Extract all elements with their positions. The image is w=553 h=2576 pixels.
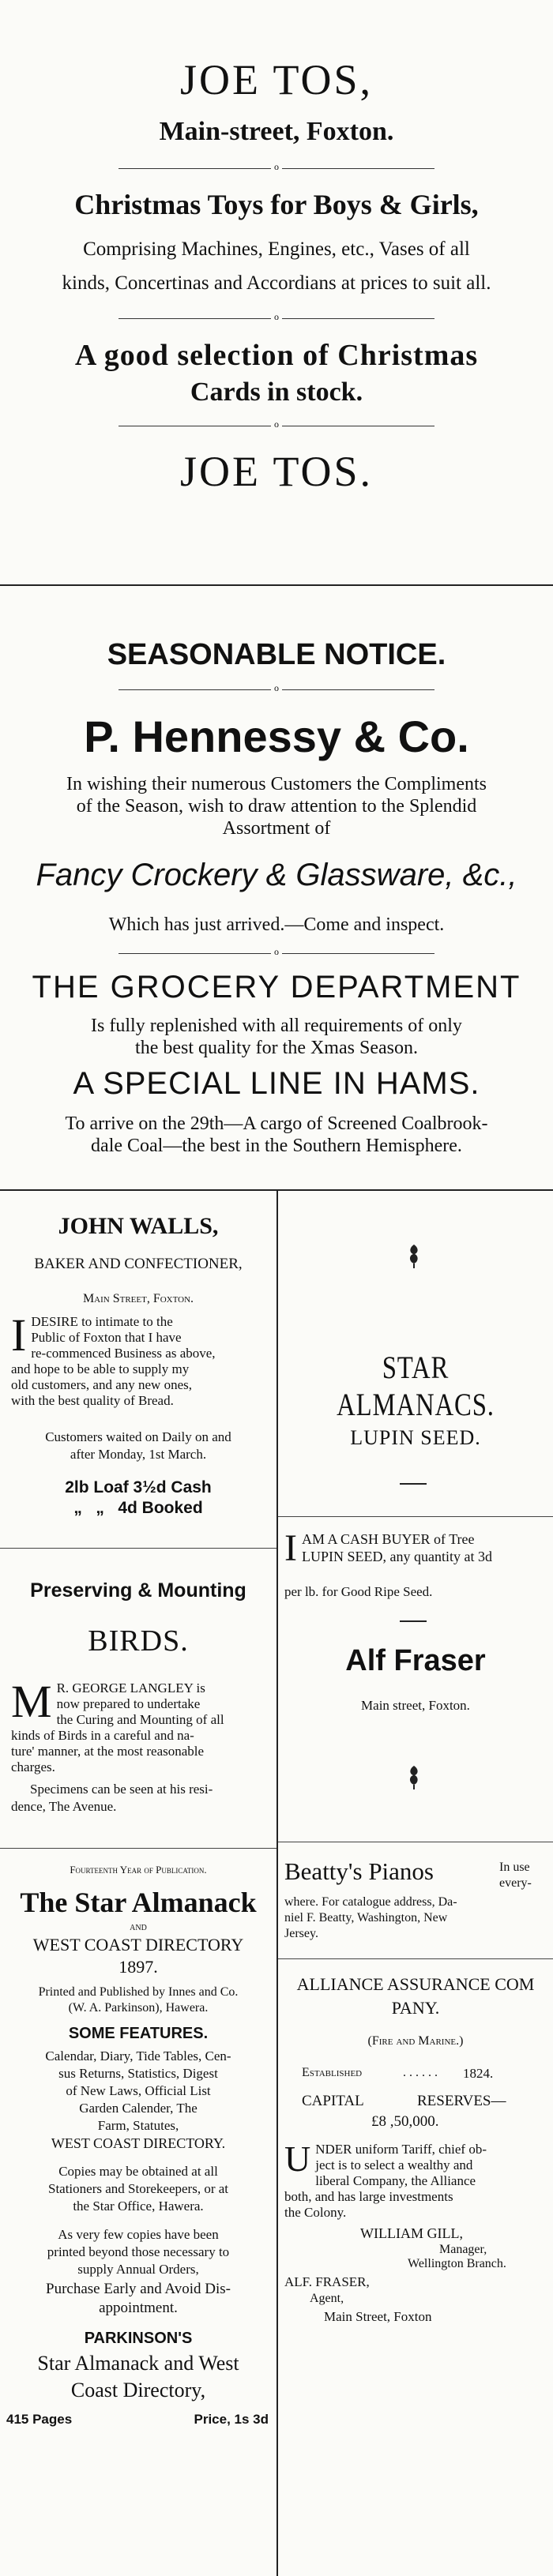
almanack-parkinson: PARKINSON'S	[84, 2330, 193, 2347]
ornament-rule: o	[118, 948, 434, 959]
hennessy-intro-3: Assortment of	[222, 818, 331, 839]
walls-dropcap: I	[11, 1309, 27, 1361]
alliance-line: NDER uniform Tariff, chief ob-	[315, 2142, 487, 2157]
joe-tos-address: Main-street, Foxton.	[159, 117, 394, 146]
fraser-address: Main street, Foxton.	[361, 1698, 470, 1713]
joe-tos-cards-1: A good selection of Christmas	[74, 339, 479, 372]
ad-separator	[278, 1958, 553, 1959]
walls-line: with the best quality of Bread.	[11, 1393, 174, 1408]
birds-body	[11, 1676, 265, 1775]
joe-tos-cards-2: Cards in stock.	[190, 377, 363, 407]
walls-customers-2: after Monday, 1st March.	[70, 1447, 207, 1462]
almanack-printed-1: Printed and Published by Innes and Co.	[38, 1985, 239, 1999]
almanack-features: SOME FEATURES.	[68, 2025, 209, 2042]
alliance-dropcap: U	[284, 2139, 311, 2179]
walls-body	[11, 1309, 265, 1409]
walls-line: old customers, and any new ones,	[11, 1377, 192, 1392]
birds-line: charges.	[11, 1759, 55, 1774]
grocery-line-1: Is fully replenished with all requirements of only	[91, 1016, 462, 1036]
alliance-established: Established	[302, 2066, 363, 2079]
fraser-name: Alf Fraser	[345, 1644, 486, 1677]
fraser-dropcap: I	[284, 1527, 297, 1569]
ad-separator	[278, 1516, 553, 1517]
walls-line: re-commenced Business as above,	[31, 1346, 216, 1361]
hennessy-intro-1: In wishing their numerous Customers the Compliments	[66, 774, 487, 794]
alliance-street: Main Street, Foxton	[324, 2309, 432, 2324]
star-almanacs-title: STAR ALMANACS.	[337, 1350, 495, 1422]
hams-heading: A SPECIAL LINE IN HAMS.	[73, 1066, 480, 1101]
hennessy-arrived: Which has just arrived.—Come and inspect.	[108, 914, 445, 935]
divider-dash	[400, 1483, 427, 1485]
birds-dropcap: M	[11, 1676, 52, 1727]
beatty-every: every-	[499, 1876, 532, 1890]
alliance-fraser: ALF. FRASER,	[284, 2274, 370, 2289]
birds-line: now prepared to undertake	[56, 1696, 201, 1711]
almanack-feature: Farm, Statutes,	[97, 2118, 179, 2133]
walls-loaf-cash: 2lb Loaf 3½d Cash	[65, 1478, 212, 1496]
alliance-year: 1824.	[463, 2066, 494, 2081]
almanack-year: Fourteenth Year of Publication.	[70, 1864, 207, 1876]
alliance-line: both, and has large investments	[284, 2189, 453, 2204]
ad-separator	[0, 1548, 276, 1549]
almanack-few: printed beyond those necessary to	[47, 2244, 230, 2259]
beatty-line: niel F. Beatty, Washington, New	[284, 1911, 448, 1924]
almanack-copies: Stationers and Storekeepers, or at	[47, 2181, 228, 2196]
walls-address: Main Street, Foxton.	[82, 1292, 194, 1305]
almanack-few: As very few copies have been	[58, 2227, 219, 2242]
alliance-amount: £8 ,50,000.	[371, 2113, 439, 2130]
almanack-star-1: Star Almanack and West	[37, 2352, 239, 2375]
lupin-seed-title: LUPIN SEED.	[350, 1426, 481, 1449]
joe-tos-name: JOE TOS,	[179, 56, 374, 103]
almanack-directory: WEST COAST DIRECTORY	[32, 1935, 244, 1955]
walls-line: DESIRE to intimate to the	[31, 1314, 173, 1329]
walls-customers-1: Customers waited on Daily on and	[45, 1429, 231, 1444]
almanack-and: AND	[130, 1924, 147, 1932]
alliance-title-1: ALLIANCE ASSURANCE COM	[296, 1974, 535, 1994]
alliance-reserves: RESERVES—	[417, 2093, 506, 2109]
almanack-purchase: appointment.	[99, 2300, 178, 2316]
almanack-year-num: 1897.	[118, 1957, 158, 1977]
printer-ornament-icon	[406, 1243, 422, 1270]
walls-trade: BAKER AND CONFECTIONER,	[34, 1256, 243, 1272]
almanack-copies: the Star Office, Hawera.	[73, 2199, 204, 2214]
birds-heading: Preserving & Mounting	[30, 1579, 246, 1602]
joe-tos-headline: Christmas Toys for Boys & Girls,	[74, 189, 479, 220]
fraser-buyer-line: LUPIN SEED, any quantity at 3d	[301, 1549, 492, 1564]
birds-specimens-2: dence, The Avenue.	[11, 1799, 117, 1814]
almanack-few: supply Annual Orders,	[77, 2262, 199, 2277]
ornament-rule: o	[118, 420, 434, 431]
almanack-title: The Star Almanack	[20, 1887, 257, 1918]
alliance-fire: (Fire and Marine.)	[367, 2034, 464, 2048]
alliance-body	[284, 2139, 548, 2221]
birds-line: kinds of Birds in a careful and na-	[11, 1728, 194, 1743]
ornament-rule: o	[118, 684, 434, 695]
joe-tos-line1: Comprising Machines, Engines, etc., Vases of all	[83, 238, 470, 260]
joe-tos-line2: kinds, Concertinas and Accordians at prices to suit all.	[62, 272, 491, 294]
printer-ornament-icon	[406, 1764, 422, 1791]
birds-line: ture' manner, at the most reasonable	[11, 1744, 205, 1759]
almanack-feature: of New Laws, Official List	[66, 2083, 211, 2098]
birds-line: the Curing and Mounting of all	[56, 1712, 224, 1727]
alliance-title-2: PANY.	[391, 1998, 440, 2018]
alliance-dots: . . . . . .	[403, 2066, 438, 2079]
alliance-agent: Agent,	[310, 2292, 344, 2305]
almanack-purchase: Purchase Early and Avoid Dis-	[46, 2281, 231, 2297]
hennessy-intro-2: of the Season, wish to draw attention to the Splendid	[76, 796, 477, 817]
alliance-gill: WILLIAM GILL,	[360, 2225, 463, 2241]
alliance-line: liberal Company, the Alliance	[315, 2173, 476, 2188]
alliance-line: the Colony.	[284, 2205, 347, 2220]
birds-specimens-1: Specimens can be seen at his resi-	[30, 1782, 213, 1797]
divider-dash	[400, 1620, 427, 1622]
beatty-title: Beatty's Pianos	[284, 1857, 434, 1885]
hennessy-firm: P. Hennessy & Co.	[84, 712, 469, 761]
alliance-line: ject is to select a wealthy and	[315, 2157, 473, 2172]
alliance-capital: CAPITAL	[302, 2093, 364, 2109]
hennessy-fancy: Fancy Crockery & Glassware, &c.,	[36, 858, 517, 892]
almanack-pages: 415 Pages	[6, 2412, 73, 2427]
grocery-heading: THE GROCERY DEPARTMENT	[32, 970, 521, 1004]
almanack-copies: Copies may be obtained at all	[58, 2164, 218, 2179]
almanack-feature: WEST COAST DIRECTORY.	[51, 2135, 226, 2151]
walls-loaf-booked: „ „ 4d Booked	[73, 1499, 203, 1517]
walls-line: Public of Foxton that I have	[31, 1330, 182, 1345]
birds-title: BIRDS.	[88, 1624, 189, 1658]
coal-line-1: To arrive on the 29th—A cargo of Screened Coalbrook-	[65, 1113, 488, 1134]
beatty-in-use: In use	[499, 1861, 530, 1874]
birds-line: R. GEORGE LANGLEY is	[56, 1680, 205, 1695]
beatty-line: where. For catalogue address, Da-	[284, 1895, 457, 1909]
alliance-branch: Wellington Branch.	[408, 2257, 506, 2270]
almanack-feature: Calendar, Diary, Tide Tables, Cen-	[45, 2048, 231, 2063]
column-divider	[276, 1191, 278, 2576]
grocery-line-2: the best quality for the Xmas Season.	[135, 1038, 418, 1058]
almanack-feature: sus Returns, Statistics, Digest	[58, 2066, 218, 2081]
fraser-buyer-line: AM A CASH BUYER of Tree	[301, 1531, 475, 1547]
ad-separator	[0, 1848, 276, 1849]
almanack-feature: Garden Calender, The	[79, 2101, 198, 2116]
alliance-manager: Manager,	[439, 2243, 487, 2256]
fraser-buyer	[284, 1527, 548, 1569]
joe-tos-footer-name: JOE TOS.	[179, 448, 374, 495]
beatty-line: Jersey.	[284, 1927, 318, 1940]
coal-line-2: dale Coal—the best in the Southern Hemisphere.	[91, 1136, 462, 1156]
walls-name: JOHN WALLS,	[58, 1213, 219, 1239]
almanack-printed-2: (W. A. Parkinson), Hawera.	[68, 2001, 209, 2015]
ornament-rule: o	[118, 313, 434, 324]
almanack-price: Price, 1s 3d	[194, 2412, 269, 2427]
seasonable-notice: SEASONABLE NOTICE.	[107, 638, 446, 671]
column-rule	[0, 584, 553, 586]
walls-line: and hope to be able to supply my	[11, 1361, 190, 1376]
ornament-rule: o	[118, 163, 434, 174]
almanack-star-2: Coast Directory,	[70, 2379, 206, 2401]
fraser-buyer-line: per lb. for Good Ripe Seed.	[284, 1584, 433, 1599]
